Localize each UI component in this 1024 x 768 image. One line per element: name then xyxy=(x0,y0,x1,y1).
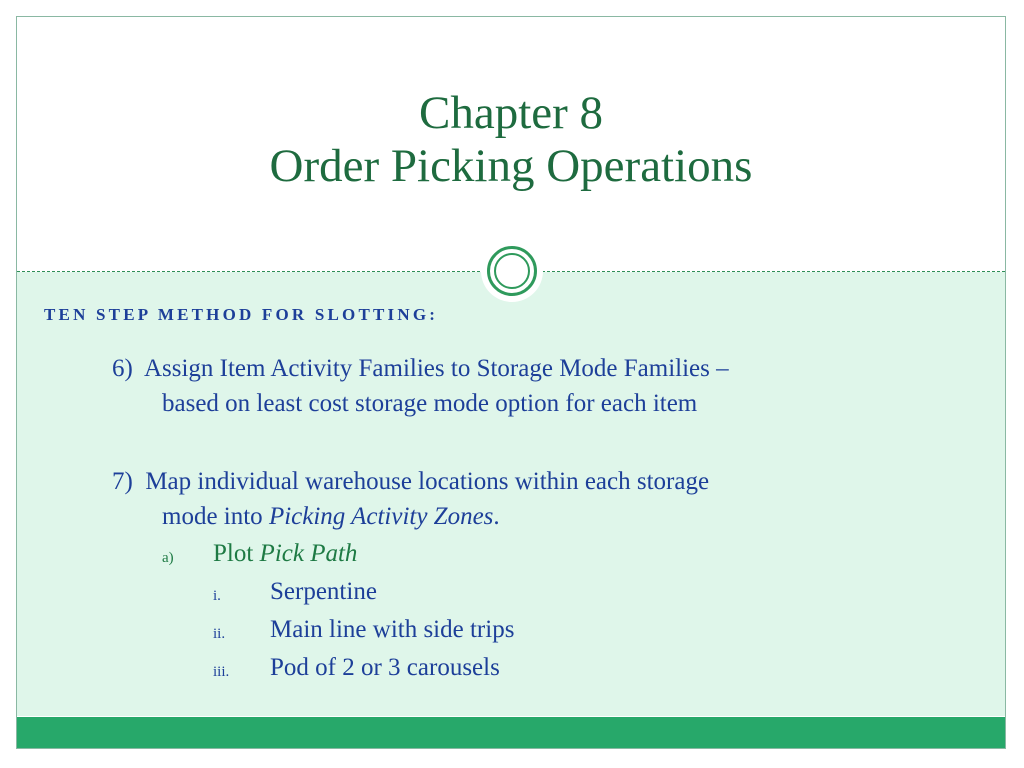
sub-item-text: Serpentine xyxy=(270,578,377,605)
step-6-number: 6) xyxy=(112,355,133,382)
step-7-prefix: mode into xyxy=(162,503,269,530)
sub-item-text: Pod of 2 or 3 carousels xyxy=(270,654,500,681)
circle-ornament-inner xyxy=(494,253,530,289)
sub-a-label: a) xyxy=(162,550,174,566)
sub-item-label: ii. xyxy=(213,626,226,642)
step-7-number: 7) xyxy=(112,468,133,495)
slide-title xyxy=(17,87,1005,193)
step-7-italic: Picking Activity Zones xyxy=(268,503,494,530)
title-area xyxy=(17,17,1005,271)
section-heading: TEN STEP METHOD FOR SLOTTING: xyxy=(44,305,439,324)
sub-a-prefix: Plot xyxy=(213,540,260,567)
sub-item-text: Main line with side trips xyxy=(270,616,515,643)
step-6-line-1 xyxy=(112,353,729,385)
footer-bar xyxy=(17,717,1005,749)
step-7-line-1 xyxy=(112,466,709,498)
step-6-text: Assign Item Activity Families to Storage Mode Families – xyxy=(143,355,729,382)
sub-item-label: iii. xyxy=(213,664,230,680)
title-line-2: Order Picking Operations xyxy=(269,140,753,192)
sub-a-text xyxy=(213,538,357,570)
step-7-suffix: . xyxy=(493,503,500,530)
title-line-1: Chapter 8 xyxy=(418,87,604,139)
sub-a-italic: Pick Path xyxy=(259,540,358,567)
sub-item-label: i. xyxy=(213,588,221,604)
step-6-line-2: based on least cost storage mode option for each item xyxy=(162,390,698,417)
step-7-line-2 xyxy=(162,501,500,533)
step-7-text: Map individual warehouse locations within each storage xyxy=(145,468,710,495)
